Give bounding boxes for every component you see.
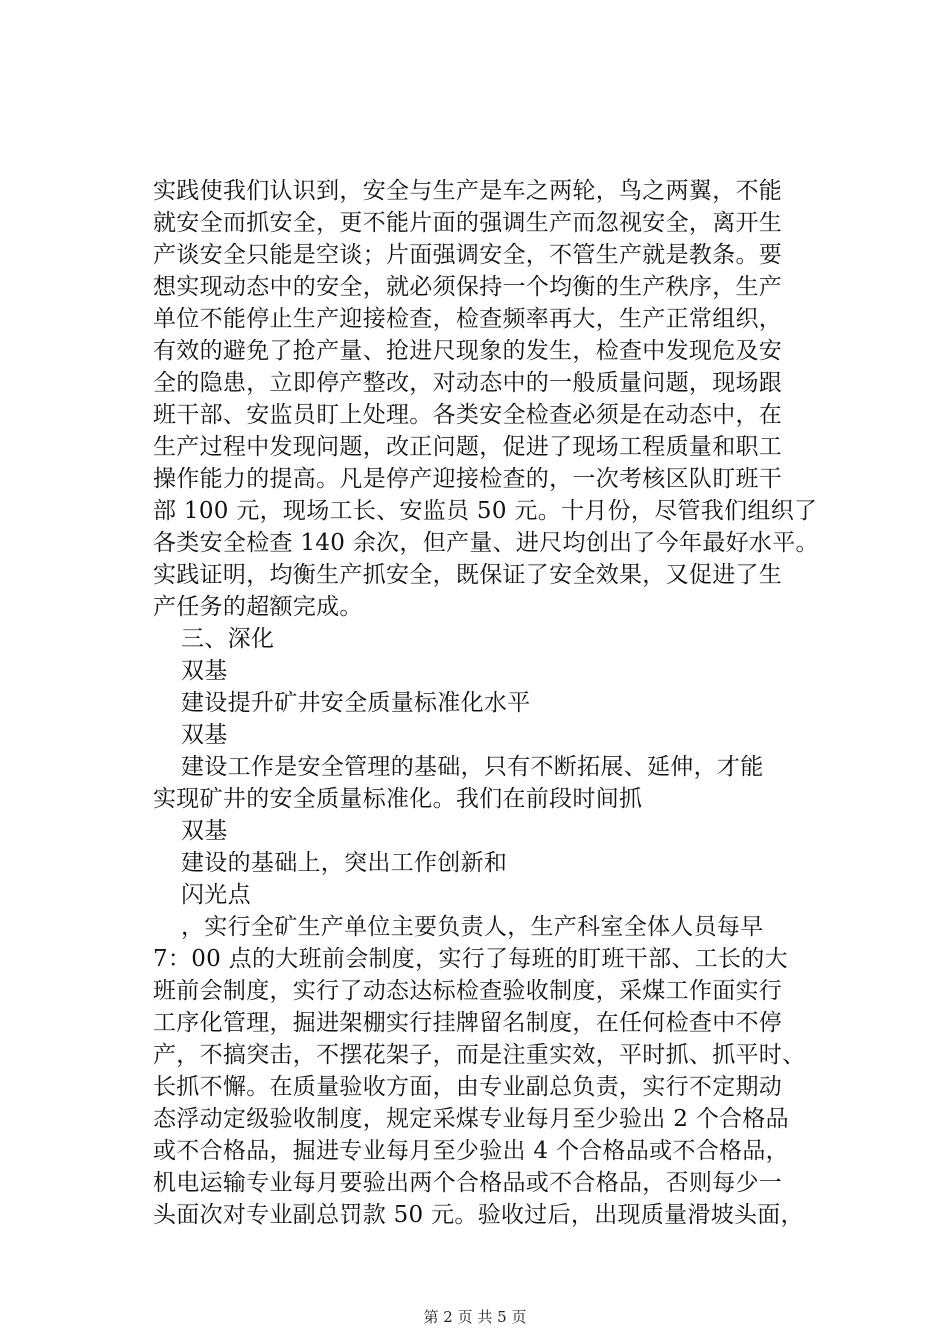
text-line: 建设工作是安全管理的基础，只有不断拓展、延伸，才能: [181, 754, 764, 780]
text-line: 有效的避免了抢产量、抢进尺现象的发生，检查中发现危及安: [153, 338, 783, 364]
text-line: 建设提升矿井安全质量标准化水平: [181, 690, 531, 716]
text-line: 产谈安全只能是空谈；片面强调安全，不管生产就是教条。要: [153, 242, 783, 268]
text-line: 生产过程中发现问题，改正问题，促进了现场工程质量和职工: [153, 434, 783, 460]
text-line: 或不合格品，掘进专业每月至少验出 4 个合格品或不合格品，: [153, 1138, 789, 1164]
text-line: 实现矿井的安全质量标准化。我们在前段时间抓: [153, 786, 643, 812]
text-line: 产，不搞突击，不摆花架子，而是注重实效，平时抓、抓平时、: [153, 1042, 806, 1068]
text-line: 建设的基础上，突出工作创新和: [181, 850, 508, 876]
text-line: 闪光点: [181, 882, 251, 908]
text-line: 操作能力的提高。凡是停产迎接检查的，一次考核区队盯班干: [153, 466, 783, 492]
text-line: 实践使我们认识到，安全与生产是车之两轮，鸟之两翼，不能: [153, 178, 783, 204]
page-footer: 第 2 页 共 5 页: [423, 1308, 527, 1326]
text-line: ，实行全矿生产单位主要负责人，生产科室全体人员每早: [181, 914, 764, 940]
text-line: 机电运输专业每月要验出两个合格品或不合格品，否则每少一: [153, 1170, 783, 1196]
text-line: 工序化管理，掘进架棚实行挂牌留名制度，在任何检查中不停: [153, 1010, 783, 1036]
text-line: 想实现动态中的安全，就必须保持一个均衡的生产秩序，生产: [153, 274, 783, 300]
text-line: 双基: [181, 658, 228, 684]
text-line: 就安全而抓安全，更不能片面的强调生产而忽视安全，离开生: [153, 210, 783, 236]
text-line: 态浮动定级验收制度，规定采煤专业每月至少验出 2 个合格品: [153, 1106, 789, 1132]
text-line: 班前会制度，实行了动态达标检查验收制度，采煤工作面实行: [153, 978, 783, 1004]
text-line: 双基: [181, 818, 228, 844]
section-heading: 三、深化: [181, 626, 275, 652]
text-line: 单位不能停止生产迎接检查，检查频率再大，生产正常组织，: [153, 306, 783, 332]
text-line: 实践证明，均衡生产抓安全，既保证了安全效果，又促进了生: [153, 562, 783, 588]
text-line: 部 100 元，现场工长、安监员 50 元。十月份，尽管我们组织了: [153, 498, 818, 524]
text-line: 头面次对专业副总罚款 50 元。验收过后，出现质量滑坡头面，: [153, 1202, 804, 1228]
text-line: 7：00 点的大班前会制度，实行了每班的盯班干部、工长的大: [153, 946, 788, 972]
text-line: 产任务的超额完成。: [153, 594, 363, 620]
text-line: 全的隐患，立即停产整改，对动态中的一般质量问题，现场跟: [153, 370, 783, 396]
text-line: 双基: [181, 722, 228, 748]
text-line: 各类安全检查 140 余次，但产量、进尺均创出了今年最好水平。: [153, 530, 819, 556]
text-line: 长抓不懈。在质量验收方面，由专业副总负责，实行不定期动: [153, 1074, 783, 1100]
text-line: 班干部、安监员盯上处理。各类安全检查必须是在动态中，在: [153, 402, 783, 428]
